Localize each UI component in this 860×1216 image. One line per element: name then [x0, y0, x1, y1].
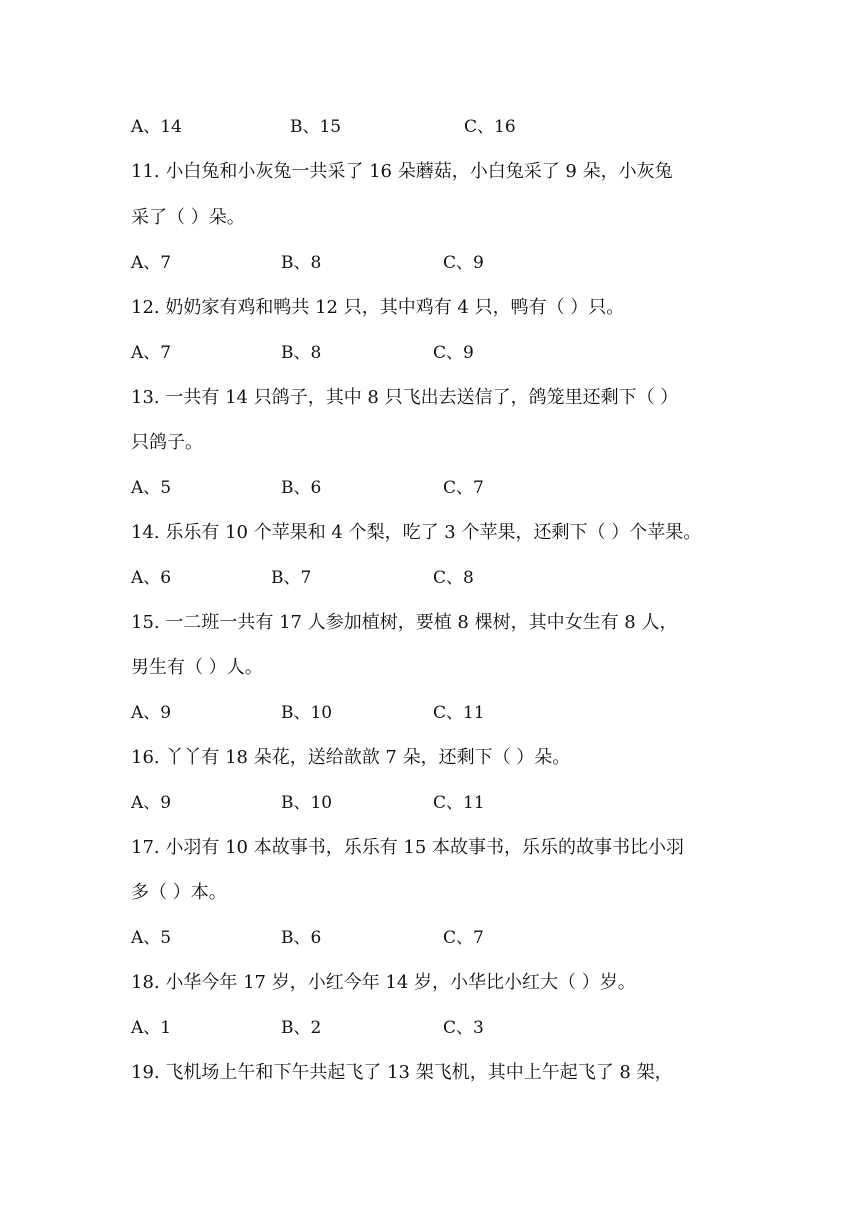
- q17-option-a: A、5: [131, 928, 172, 948]
- q17-text-line1: 17. 小羽有 10 本故事书，乐乐有 15 本故事书，乐乐的故事书比小羽: [131, 837, 685, 858]
- q14-option-a: A、6: [131, 568, 172, 588]
- q12-text-line1: 12. 奶奶家有鸡和鸭共 12 只，其中鸡有 4 只，鸭有（ ）只。: [131, 297, 625, 318]
- q15-option-a: A、9: [131, 703, 172, 723]
- q13-option-c: C、7: [443, 478, 484, 498]
- q13-text-line1: 13. 一共有 14 只鸽子，其中 8 只飞出去送信了，鸽笼里还剩下（ ）: [131, 387, 679, 408]
- q11-option-a: A、7: [131, 253, 172, 273]
- q11-text-line2: 采了（ ）朵。: [131, 207, 245, 228]
- q10-option-a: A、14: [131, 117, 182, 137]
- q16-option-c: C、11: [433, 793, 485, 813]
- q10-option-c: C、16: [464, 117, 516, 137]
- q18-option-c: C、3: [443, 1018, 484, 1038]
- q15-text-line2: 男生有（ ）人。: [131, 657, 263, 678]
- q16-option-b: B、10: [281, 793, 333, 813]
- q12-option-a: A、7: [131, 343, 172, 363]
- q17-option-b: B、6: [281, 928, 322, 948]
- q14-option-b: B、7: [271, 568, 312, 588]
- q14-option-c: C、8: [433, 568, 474, 588]
- q13-text-line2: 只鸽子。: [131, 432, 203, 453]
- q15-text-line1: 15. 一二班一共有 17 人参加植树，要植 8 棵树，其中女生有 8 人，: [131, 612, 678, 633]
- q16-option-a: A、9: [131, 793, 172, 813]
- q12-option-b: B、8: [281, 343, 322, 363]
- q11-option-b: B、8: [281, 253, 322, 273]
- q12-option-c: C、9: [433, 343, 474, 363]
- q11-text-line1: 11. 小白兔和小灰兔一共采了 16 朵蘑菇，小白兔采了 9 朵，小灰兔: [131, 161, 673, 182]
- q17-option-c: C、7: [443, 928, 484, 948]
- q13-option-b: B、6: [281, 478, 322, 498]
- q19-text-line1: 19. 飞机场上午和下午共起飞了 13 架飞机，其中上午起飞了 8 架，: [131, 1062, 673, 1083]
- q16-text-line1: 16. 丫丫有 18 朵花，送给歆歆 7 朵，还剩下（ ）朵。: [131, 747, 571, 768]
- q18-text-line1: 18. 小华今年 17 岁，小红今年 14 岁，小华比小红大（ ）岁。: [131, 972, 636, 993]
- q15-option-c: C、11: [433, 703, 485, 723]
- q17-text-line2: 多（ ）本。: [131, 882, 227, 903]
- q18-option-a: A、1: [131, 1018, 172, 1038]
- q18-option-b: B、2: [281, 1018, 322, 1038]
- q13-option-a: A、5: [131, 478, 172, 498]
- q14-text-line1: 14. 乐乐有 10 个苹果和 4 个梨，吃了 3 个苹果，还剩下（ ）个苹果。: [131, 522, 702, 543]
- q10-option-b: B、15: [290, 117, 342, 137]
- q11-option-c: C、9: [443, 253, 484, 273]
- q15-option-b: B、10: [281, 703, 333, 723]
